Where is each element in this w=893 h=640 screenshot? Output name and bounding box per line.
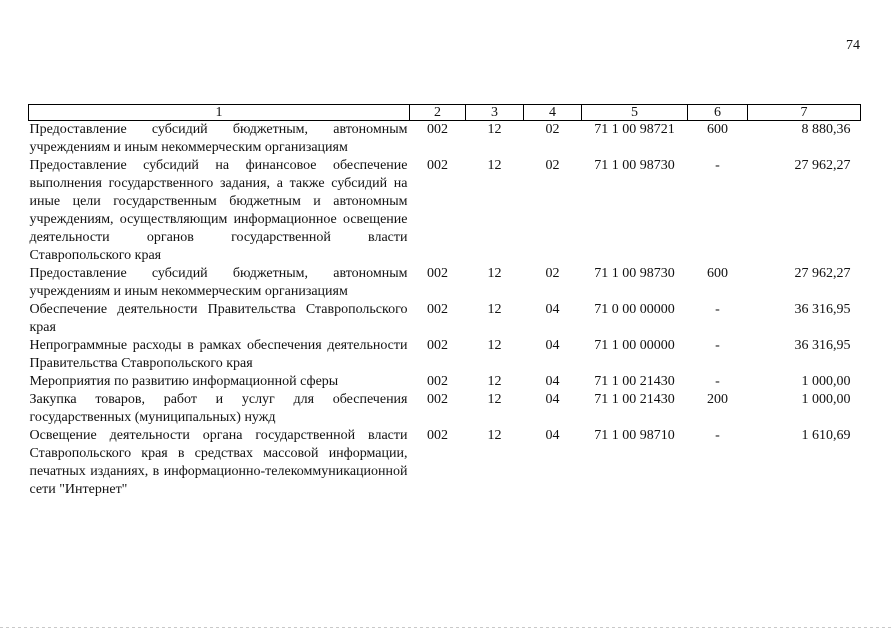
row-ministry-code: 002 [427,302,448,317]
budget-table [28,104,861,499]
row-ministry-code: 002 [427,428,448,443]
table-body [29,121,861,500]
table-row [29,121,861,158]
row-amount: 8 880,36 [801,122,851,137]
row-subsection-code: 04 [545,338,560,353]
row-ministry-code: 002 [427,122,448,137]
row-name: Предоставление субсидий бюджетным, автономным учреждениям и иным некоммерческим организациям [29,122,408,155]
row-target-code: 71 1 00 21430 [594,374,675,389]
table-row [29,373,861,391]
table-row [29,301,861,337]
row-ministry-code: 002 [427,266,448,281]
table-header [29,105,861,121]
row-target-code: 71 1 00 98710 [594,428,675,443]
row-amount: 36 316,95 [794,338,851,353]
row-name: Предоставление субсидий бюджетным, автономным учреждениям и иным некоммерческим организациям [29,266,408,299]
row-amount: 27 962,27 [794,266,851,281]
row-expense-type-code: - [715,158,720,173]
row-section-code: 12 [487,302,502,317]
row-expense-type-code: 200 [707,392,728,407]
column-header-7: 7 [748,105,861,121]
row-subsection-code: 04 [545,392,560,407]
page-number: 74 [846,38,860,53]
row-name: Освещение деятельности органа государственной власти Ставропольского края в средствах массовой информации, печатных изданиях, в информационно-телекоммуникационной сети "Интернет" [29,428,408,497]
column-header-6: 6 [688,105,748,121]
row-expense-type-code: - [715,302,720,317]
row-expense-type-code: - [715,428,720,443]
row-subsection-code: 02 [545,122,560,137]
row-name: Предоставление субсидий на финансовое обеспечение выполнения государственного задания, а также субсидий на иные цели государственным бюджетным и автономным учреждениям, осуществляющим информационное освещение деятельности органов государственной власти Ставропольского края [29,158,408,263]
row-target-code: 71 1 00 98730 [594,266,675,281]
row-section-code: 12 [487,374,502,389]
row-section-code: 12 [487,392,502,407]
row-name: Мероприятия по развитию информационной сферы [29,374,339,389]
row-amount: 1 610,69 [801,428,851,443]
row-subsection-code: 02 [545,158,560,173]
row-section-code: 12 [487,428,502,443]
row-expense-type-code: - [715,338,720,353]
column-header-5: 5 [582,105,688,121]
row-name: Закупка товаров, работ и услуг для обеспечения государственных (муниципальных) нужд [29,392,408,425]
row-expense-type-code: 600 [707,122,728,137]
table-row [29,157,861,265]
scan-edge-divider [0,627,893,628]
row-name: Непрограммные расходы в рамках обеспечения деятельности Правительства Ставропольского края [29,338,408,371]
row-target-code: 71 0 00 00000 [594,302,675,317]
row-amount: 1 000,00 [801,374,851,389]
column-header-1: 1 [29,105,410,121]
row-subsection-code: 02 [545,266,560,281]
column-header-2: 2 [410,105,466,121]
table-row [29,337,861,373]
row-amount: 36 316,95 [794,302,851,317]
row-target-code: 71 1 00 98730 [594,158,675,173]
row-subsection-code: 04 [545,302,560,317]
table-row [29,391,861,427]
row-subsection-code: 04 [545,428,560,443]
row-expense-type-code: 600 [707,266,728,281]
column-header-4: 4 [524,105,582,121]
row-target-code: 71 1 00 98721 [594,122,675,137]
row-section-code: 12 [487,158,502,173]
row-ministry-code: 002 [427,338,448,353]
table-row [29,427,861,499]
row-name: Обеспечение деятельности Правительства Ставропольского края [29,302,408,335]
row-ministry-code: 002 [427,158,448,173]
row-section-code: 12 [487,122,502,137]
row-ministry-code: 002 [427,374,448,389]
header-row [29,105,861,121]
row-section-code: 12 [487,266,502,281]
row-section-code: 12 [487,338,502,353]
row-target-code: 71 1 00 21430 [594,392,675,407]
row-ministry-code: 002 [427,392,448,407]
row-amount: 27 962,27 [794,158,851,173]
row-subsection-code: 04 [545,374,560,389]
row-target-code: 71 1 00 00000 [594,338,675,353]
table-row [29,265,861,301]
row-expense-type-code: - [715,374,720,389]
column-header-3: 3 [466,105,524,121]
row-amount: 1 000,00 [801,392,851,407]
